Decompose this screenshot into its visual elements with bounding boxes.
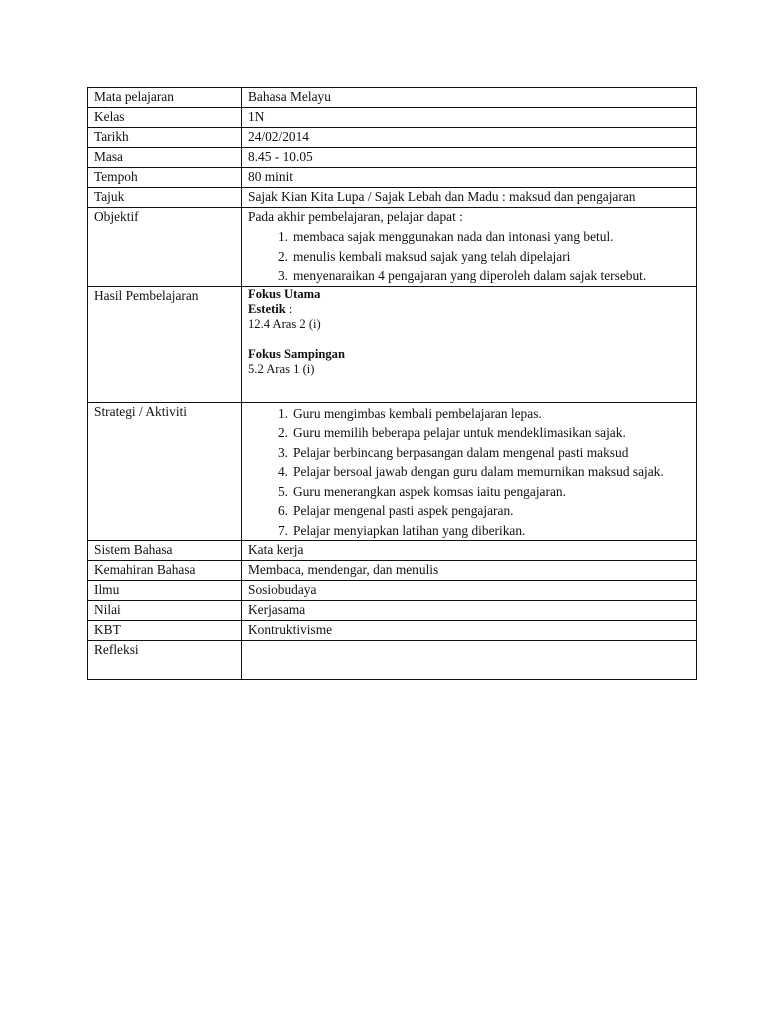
fokus-utama-heading: Fokus Utama xyxy=(248,286,321,301)
label-nilai: Nilai xyxy=(88,601,242,621)
value-masa: 8.45 - 10.05 xyxy=(242,148,697,168)
strategi-item-number: 5 . xyxy=(270,482,288,502)
strategi-item-number: 6 . xyxy=(270,501,288,521)
value-refleksi xyxy=(242,641,697,680)
objektif-item-text: menyenaraikan 4 pengajaran yang diperoleh dalam sajak tersebut. xyxy=(293,268,647,283)
label-kbt: KBT xyxy=(88,621,242,641)
fokus-sampingan-heading: Fokus Sampingan xyxy=(248,346,345,361)
value-hasil-pembelajaran xyxy=(242,286,697,402)
value-nilai: Kerjasama xyxy=(242,601,697,621)
label-mata-pelajaran: Mata pelajaran xyxy=(88,88,242,108)
value-kemahiran-bahasa: Membaca, mendengar, dan menulis xyxy=(242,561,697,581)
row-nilai xyxy=(88,601,697,621)
value-kelas: 1N xyxy=(242,108,697,128)
label-kemahiran-bahasa: Kemahiran Bahasa xyxy=(88,561,242,581)
strategi-item xyxy=(277,404,690,424)
objektif-list xyxy=(248,227,690,286)
label-tajuk: Tajuk xyxy=(88,188,242,208)
row-objektif xyxy=(88,208,697,287)
row-sistem-bahasa xyxy=(88,541,697,561)
strategi-item-text: Guru menerangkan aspek komsas iaitu pengajaran. xyxy=(293,483,566,499)
label-tarikh: Tarikh xyxy=(88,128,242,148)
sampingan-value: 5.2 Aras 1 (i) xyxy=(248,361,315,376)
label-ilmu: Ilmu xyxy=(88,581,242,601)
spacer xyxy=(248,332,690,347)
estetik-colon: : xyxy=(285,301,293,316)
strategi-item xyxy=(277,501,690,521)
objektif-item-number: 3 . xyxy=(270,266,288,286)
objektif-item-number: 1 . xyxy=(270,227,288,247)
value-tarikh: 24/02/2014 xyxy=(242,128,697,148)
row-tempoh xyxy=(88,168,697,188)
row-tarikh xyxy=(88,128,697,148)
label-masa: Masa xyxy=(88,148,242,168)
row-masa xyxy=(88,148,697,168)
row-refleksi xyxy=(88,641,697,680)
strategi-list xyxy=(248,404,690,541)
value-tajuk: Sajak Kian Kita Lupa / Sajak Lebah dan Madu : maksud dan pengajaran xyxy=(242,188,697,208)
objektif-item-text: membaca sajak menggunakan nada dan intonasi yang betul. xyxy=(293,229,614,244)
value-ilmu: Sosiobudaya xyxy=(242,581,697,601)
label-refleksi: Refleksi xyxy=(88,641,242,680)
value-objektif xyxy=(242,208,697,287)
strategi-item-text: Guru mengimbas kembali pembelajaran lepas. xyxy=(293,405,542,421)
strategi-item-text: Guru memilih beberapa pelajar untuk mendeklimasikan sajak. xyxy=(293,425,626,440)
value-strategi xyxy=(242,402,697,541)
objektif-item-text: menulis kembali maksud sajak yang telah dipelajari xyxy=(293,248,571,264)
lesson-plan-table xyxy=(87,87,697,680)
row-tajuk xyxy=(88,188,697,208)
objektif-item xyxy=(277,227,690,247)
strategi-item-text: Pelajar bersoal jawab dengan guru dalam memurnikan maksud sajak. xyxy=(293,464,664,479)
label-sistem-bahasa: Sistem Bahasa xyxy=(88,541,242,561)
row-ilmu xyxy=(88,581,697,601)
estetik-line xyxy=(248,302,690,317)
strategi-item-number: 4 . xyxy=(270,462,288,482)
strategi-item-text: Pelajar menyiapkan latihan yang diberikan. xyxy=(293,522,526,538)
row-strategi xyxy=(88,402,697,541)
label-kelas: Kelas xyxy=(88,108,242,128)
label-objektif: Objektif xyxy=(88,208,242,287)
strategi-item-text: Pelajar mengenal pasti aspek pengajaran. xyxy=(293,503,514,518)
strategi-item-number: 7 . xyxy=(270,521,288,541)
strategi-item-number: 3 . xyxy=(270,443,288,463)
estetik-value: 12.4 Aras 2 (i) xyxy=(248,316,321,331)
strategi-item xyxy=(277,443,690,463)
label-tempoh: Tempoh xyxy=(88,168,242,188)
value-kbt: Kontruktivisme xyxy=(242,621,697,641)
estetik-label: Estetik xyxy=(248,301,286,316)
row-kelas xyxy=(88,108,697,128)
strategi-item xyxy=(277,521,690,541)
row-hasil-pembelajaran xyxy=(88,286,697,402)
row-mata-pelajaran xyxy=(88,88,697,108)
value-sistem-bahasa: Kata kerja xyxy=(242,541,697,561)
strategi-item-number: 2 . xyxy=(270,423,288,443)
value-mata-pelajaran: Bahasa Melayu xyxy=(242,88,697,108)
strategi-item-number: 1 . xyxy=(270,404,288,424)
label-hasil-pembelajaran: Hasil Pembelajaran xyxy=(88,286,242,402)
objektif-item-number: 2 . xyxy=(270,247,288,267)
strategi-item xyxy=(277,462,690,482)
objektif-item xyxy=(277,266,690,286)
objektif-intro: Pada akhir pembelajaran, pelajar dapat : xyxy=(248,209,463,224)
objektif-item xyxy=(277,247,690,267)
row-kbt xyxy=(88,621,697,641)
strategi-item-text: Pelajar berbincang berpasangan dalam mengenal pasti maksud xyxy=(293,444,629,460)
row-kemahiran-bahasa xyxy=(88,561,697,581)
strategi-item xyxy=(277,482,690,502)
strategi-item xyxy=(277,423,690,443)
value-tempoh: 80 minit xyxy=(242,168,697,188)
label-strategi: Strategi / Aktiviti xyxy=(88,402,242,541)
